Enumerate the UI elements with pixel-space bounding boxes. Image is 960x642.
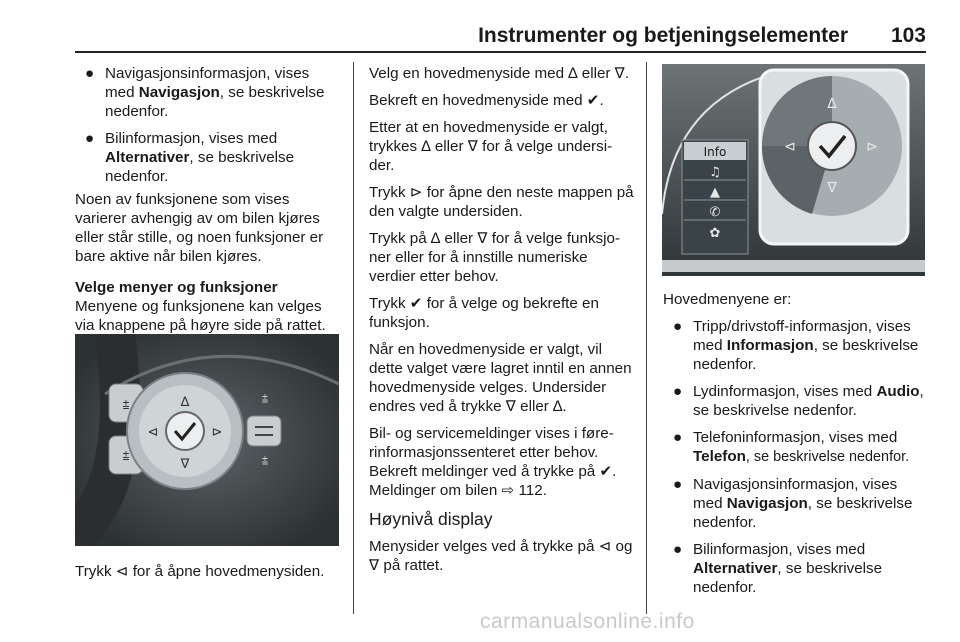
list-item-bold: Telefon	[693, 448, 746, 465]
bullet-icon: ●	[85, 65, 95, 82]
watermark: carmanualsonline.info	[480, 610, 695, 633]
svg-text:⊲: ⊲	[784, 139, 796, 155]
page-number: 103	[890, 24, 926, 47]
bullet-icon: ●	[673, 429, 683, 446]
bullet-icon: ●	[673, 318, 683, 335]
bullet-icon: ●	[673, 383, 683, 400]
paragraph: Trykk på ∆ eller ∇ for å velge funksjo-ner eller for å innstille numeriske verdier etter behov.	[369, 230, 621, 285]
svg-text:⩲: ⩲	[261, 454, 269, 467]
list-item-text: Lydinformasjon, vises med	[693, 383, 877, 400]
column-3	[663, 290, 927, 605]
right-button-icon: ⊳	[211, 425, 223, 440]
list-item-bold: Navigasjon	[138, 84, 220, 101]
paragraph: Når en hovedmenyside er valgt, vil dette valget være lagret inntil en annen hovedmenyside velges. Undersider endres ved å trykke ∇ eller ∆.	[369, 341, 632, 415]
navigation-icon: ▲	[710, 185, 720, 200]
paragraph: Bekreft en hovedmenyside med ✔.	[369, 92, 604, 109]
column-divider-2	[646, 62, 647, 614]
list-item-text: , se beskrivelse nedenfor.	[105, 149, 295, 185]
column-2	[369, 64, 635, 583]
list-item-text: Bilinformasjon, vises med	[693, 541, 866, 558]
subheading: Velge menyer og funksjoner	[75, 279, 278, 296]
up-button-icon: ∆	[180, 395, 190, 410]
column-divider-1	[353, 62, 354, 614]
gear-icon: ✿	[709, 226, 721, 241]
hud-controls-illustration	[662, 64, 925, 276]
bullet-list-1	[75, 64, 341, 186]
list-item	[663, 317, 927, 374]
list-item	[75, 129, 341, 186]
svg-text:∇: ∇	[827, 180, 837, 196]
down-button-icon: ∇	[180, 457, 190, 472]
list-item	[663, 428, 927, 467]
list-item-text: , se beskrivelse nedenfor.	[693, 383, 924, 419]
list-item-text: , se beskrivelse nedenfor.	[693, 495, 913, 531]
phone-icon: ✆	[709, 205, 721, 220]
svg-text:∆: ∆	[827, 96, 837, 112]
list-item-text: Bilinformasjon, vises med	[105, 130, 278, 147]
list-item-bold: Alternativer	[693, 560, 778, 577]
list-item	[663, 382, 927, 420]
svg-text:⩲: ⩲	[122, 398, 130, 412]
paragraph: Velg en hovedmenyside med ∆ eller ∇.	[369, 65, 630, 82]
list-item	[663, 540, 927, 597]
bullet-icon: ●	[85, 130, 95, 147]
paragraph: Hovedmenyene er:	[663, 291, 792, 308]
svg-text:⩲: ⩲	[122, 449, 130, 463]
paragraph: Noen av funksjonene som vises varierer avhengig av om bilen kjøres eller står stille, og noen funksjoner er bare aktive når bilen kjøres.	[75, 191, 324, 265]
hud-menu-label: Info	[703, 145, 727, 159]
bullet-icon: ●	[673, 541, 683, 558]
steering-wheel-photo	[75, 334, 339, 546]
steering-wheel-controls-illustration	[75, 334, 339, 546]
list-item	[75, 64, 341, 121]
paragraph: Trykk ⊳ for åpne den neste mappen på den valgte undersiden.	[369, 184, 634, 220]
paragraph: Bil- og servicemeldinger vises i føre-rinformasjonssenteret etter behov. Bekreft meldinger ved å trykke på ✔. Meldinger om bilen ⇨ 112.	[369, 425, 617, 499]
list-item-text: , se beskrivelse nedenfor.	[105, 84, 325, 120]
list-item-bold: Navigasjon	[726, 495, 808, 512]
svg-text:⊳: ⊳	[866, 139, 878, 155]
paragraph: Etter at en hovedmenyside er valgt, trykkes ∆ eller ∇ for å velge undersi-der.	[369, 119, 613, 174]
paragraph: Menysider velges ved å trykke på ⊲ og ∇ på rattet.	[369, 538, 633, 574]
header-divider	[75, 51, 926, 53]
list-item-text: , se beskrivelse nedenfor.	[745, 449, 910, 465]
list-item-text: , se beskrivelse nedenfor.	[693, 560, 883, 596]
list-item-text: Tripp/drivstoff-informasjon, vises med	[693, 318, 911, 354]
head-up-display-photo	[662, 64, 925, 276]
list-item-text: , se beskrivelse nedenfor.	[693, 337, 919, 373]
left-button-icon: ⊲	[147, 425, 159, 440]
bullet-icon: ●	[673, 476, 683, 493]
list-item-bold: Audio	[876, 383, 920, 400]
paragraph: Menyene og funksjonene kan velges via knappene på høyre side på rattet.	[75, 298, 326, 334]
column-1	[75, 64, 341, 343]
figure-caption: Trykk ⊲ for å åpne hovedmenysiden.	[75, 563, 325, 580]
list-item-text: Navigasjonsinformasjon, vises med	[693, 476, 898, 512]
music-icon: ♫	[709, 165, 721, 180]
list-item-bold: Alternativer	[105, 149, 190, 166]
header-title: Instrumenter og betjeningselementer	[478, 24, 848, 47]
paragraph: Trykk ✔ for å velge og bekrefte en funksjon.	[369, 295, 599, 331]
section-heading: Høynivå display	[369, 509, 493, 529]
list-item	[663, 475, 927, 532]
list-item-text: Telefoninformasjon, vises med	[693, 429, 898, 446]
list-item-text: Navigasjonsinformasjon, vises med	[105, 65, 310, 101]
bullet-list-2	[663, 317, 927, 597]
svg-text:⩲: ⩲	[261, 392, 269, 405]
list-item-bold: Informasjon	[726, 337, 814, 354]
